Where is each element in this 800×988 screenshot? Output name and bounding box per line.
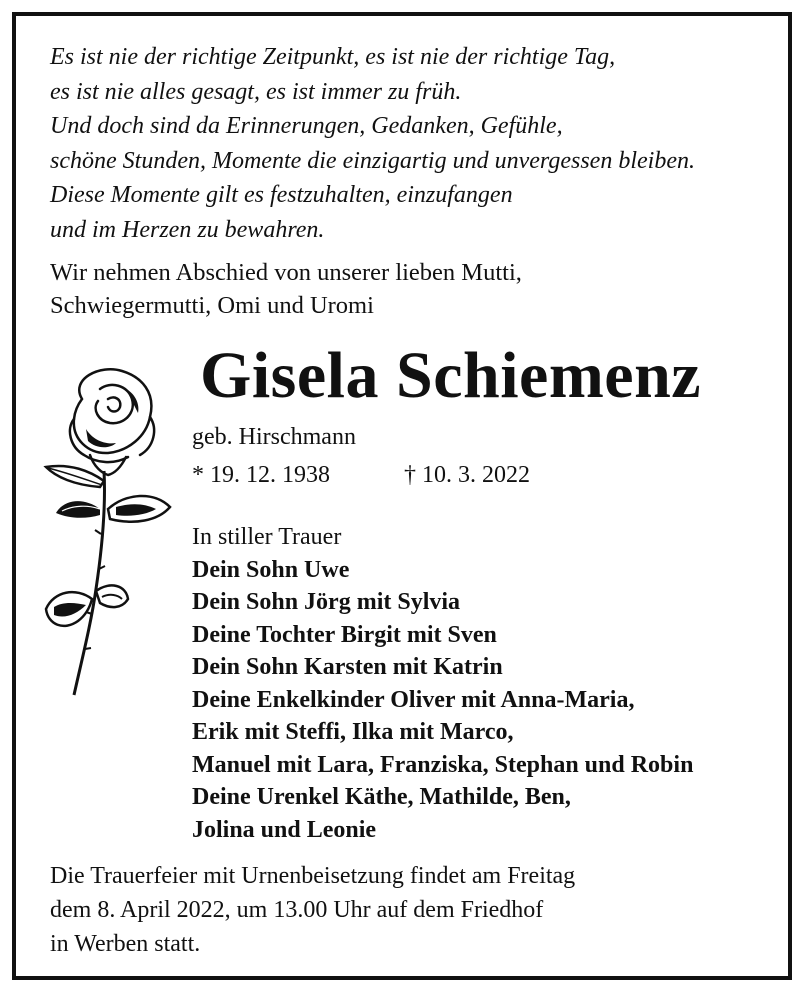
mourners [192,521,693,846]
funeral-notice [50,859,575,961]
poem-line: schöne Stunden, Momente die einzigartig und unvergessen bleiben. [50,147,695,174]
poem-line: es ist nie alles gesagt, es ist immer zu früh. [50,78,462,105]
intro-line: Wir nehmen Abschied von unserer lieben Mutti, [50,259,522,286]
poem [50,40,695,247]
mourner-line: Dein Sohn Uwe [192,556,350,583]
poem-line: Diese Momente gilt es festzuhalten, einzufangen [50,182,513,208]
obituary-frame [12,12,792,980]
poem-line: Es ist nie der richtige Zeitpunkt, es ist nie der richtige Tag, [50,44,616,70]
birth-date: * 19. 12. 1938 [192,462,330,488]
mourner-line: Deine Enkelkinder Oliver mit Anna-Maria, [192,686,635,713]
mourner-line: Dein Sohn Karsten mit Katrin [192,654,503,680]
death-date: † 10. 3. 2022 [404,462,530,488]
poem-line: und im Herzen zu bewahren. [50,216,325,243]
mourning-lead: In stiller Trauer [192,524,342,550]
deceased-name: Gisela Schiemenz [200,339,702,412]
mourner-line: Jolina und Leonie [192,816,377,843]
mourner-line: Deine Urenkel Käthe, Mathilde, Ben, [192,784,571,810]
mourner-line: Dein Sohn Jörg mit Sylvia [192,589,461,615]
mourner-line: Erik mit Steffi, Ilka mit Marco, [192,719,514,745]
mourner-line: Deine Tochter Birgit mit Sven [192,621,497,648]
funeral-line: Die Trauerfeier mit Urnenbeisetzung findet am Freitag [50,863,576,889]
poem-line: Und doch sind da Erinnerungen, Gedanken, Gefühle, [50,113,563,139]
birth-name: geb. Hirschmann [192,424,356,450]
mourner-line: Manuel mit Lara, Franziska, Stephan und Robin [192,751,694,778]
intro-line: Schwiegermutti, Omi und Uromi [50,292,374,319]
funeral-line: dem 8. April 2022, um 13.00 Uhr auf dem Friedhof [50,897,544,923]
funeral-line: in Werben statt. [50,931,201,957]
rose-illustration [30,359,180,699]
farewell-intro [50,256,522,322]
